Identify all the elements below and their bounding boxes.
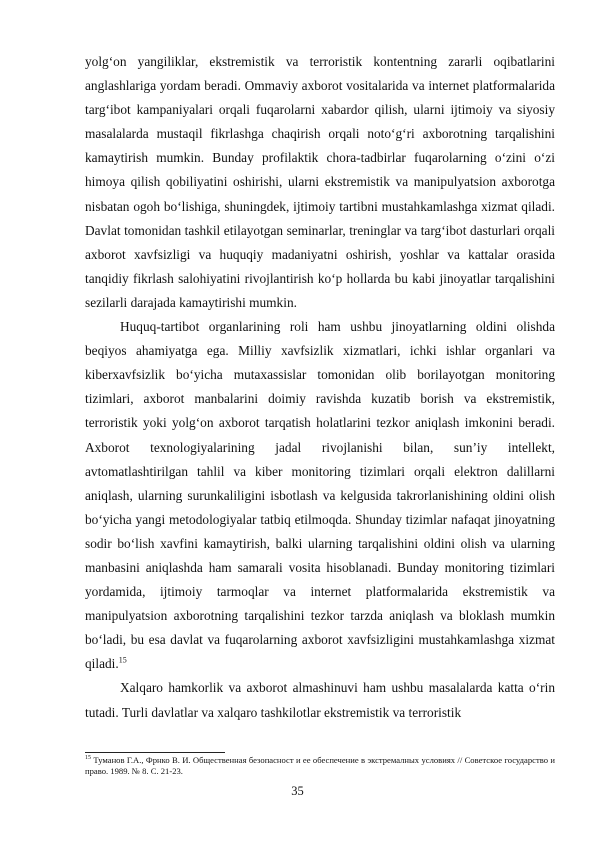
page-number: 35: [291, 784, 304, 798]
footnote-separator: [85, 752, 225, 753]
footnote: [85, 755, 555, 778]
footnote-number: 15: [85, 755, 91, 762]
paragraph-3: Xalqaro hamkorlik va axborot almashinuvi ham ushbu masalalarda katta o‘rin tutadi. Turli davlatlar va xalqaro tashkilotlar ekstremistik va terroristik: [85, 680, 555, 720]
paragraph-2-text: Huquq-tartibot organlarining roli ham ushbu jinoyatlarning oldini olishda beqiyos ahamiyatga ega. Milliy xavfsizlik xizmatlari, ichki ishlar organlari va kiberxavfsizlik bo‘yicha mutaxassislar tomonidan olib borilayotgan monitoring tizimlari, axborot manbalarini doimiy ravishda kuzatib borish va ekstremistik, terroristik yoki yolg‘on axborot tarqatish holatlarini tezkor aniqlash imkonini beradi. Axborot texnologiyalarining jadal rivojlanishi bilan, sun’iy intellekt, avtomatlashtirilgan tahlil va kiber monitoring tizimlari orqali elektron dalillarni aniqlash, ularning surunkaliligini isbotlash va kelgusida takrorlanishining oldini olish bo‘yicha yangi metodologiyalar tatbiq etilmoqda. Shunday tizimlar nafaqat jinoyatning sodir bo‘lish xavfini kamaytirish, balki ularning tarqalishini oldini olish va ularning manbasini aniqlashda ham samarali vosita hisoblanadi. Bunday monitoring tizimlari yordamida, ijtimoiy tarmoqlar va internet platformalarida ekstremistik va manipulyatsion axborotning tarqalishini tezkor tarzda aniqlash va bloklash mumkin bo‘ladi, bu esa davlat va fuqarolarning axborot xavfsizligini mustahkamlashga xizmat qiladi.: [85, 319, 555, 672]
paragraph-2: [85, 315, 555, 676]
footnote-reference[interactable]: 15: [118, 655, 127, 665]
paragraph-1: yolg‘on yangiliklar, ekstremistik va terroristik kontentning zararli oqibatlarini anglashlariga yordam beradi. Ommaviy axborot vositalarida va internet platformalarida targ‘ibot kampaniyalari orqali fuqarolarni xabardor qilish, ularni ijtimoiy va siyosiy masalalarda mustaqil fikrlashga chaqirish orqali noto‘g‘ri axborotning tarqalishini kamaytirish mumkin. Bunday profilaktik chora-tadbirlar fuqarolarning o‘zini o‘zi himoya qilish qobiliyatini oshirishi, ularni ekstremistik va manipulyatsion axborotga nisbatan ogoh bo‘lishiga, shuningdek, ijtimoiy tartibni mustahkamlashga xizmat qiladi. Davlat tomonidan tashkil etilayotgan seminarlar, treninglar va targ‘ibot dasturlari orqali axborot xavfsizligi va huquqiy madaniyatni oshirish, yoshlar va kattalar orasida tanqidiy fikrlash salohiyatini rivojlantirish ko‘p hollarda bu kabi jinoyatlar tarqalishini sezilarli darajada kamaytirishi mumkin.: [85, 54, 555, 310]
footnote-text: Туманов Г.А., Фрнко В. И. Общественная безопасност и ее обеспечение в экстремалных условиях // Советское государство и право. 1989. № 8. С. 21-23.: [85, 755, 555, 777]
page-body: [85, 50, 555, 725]
